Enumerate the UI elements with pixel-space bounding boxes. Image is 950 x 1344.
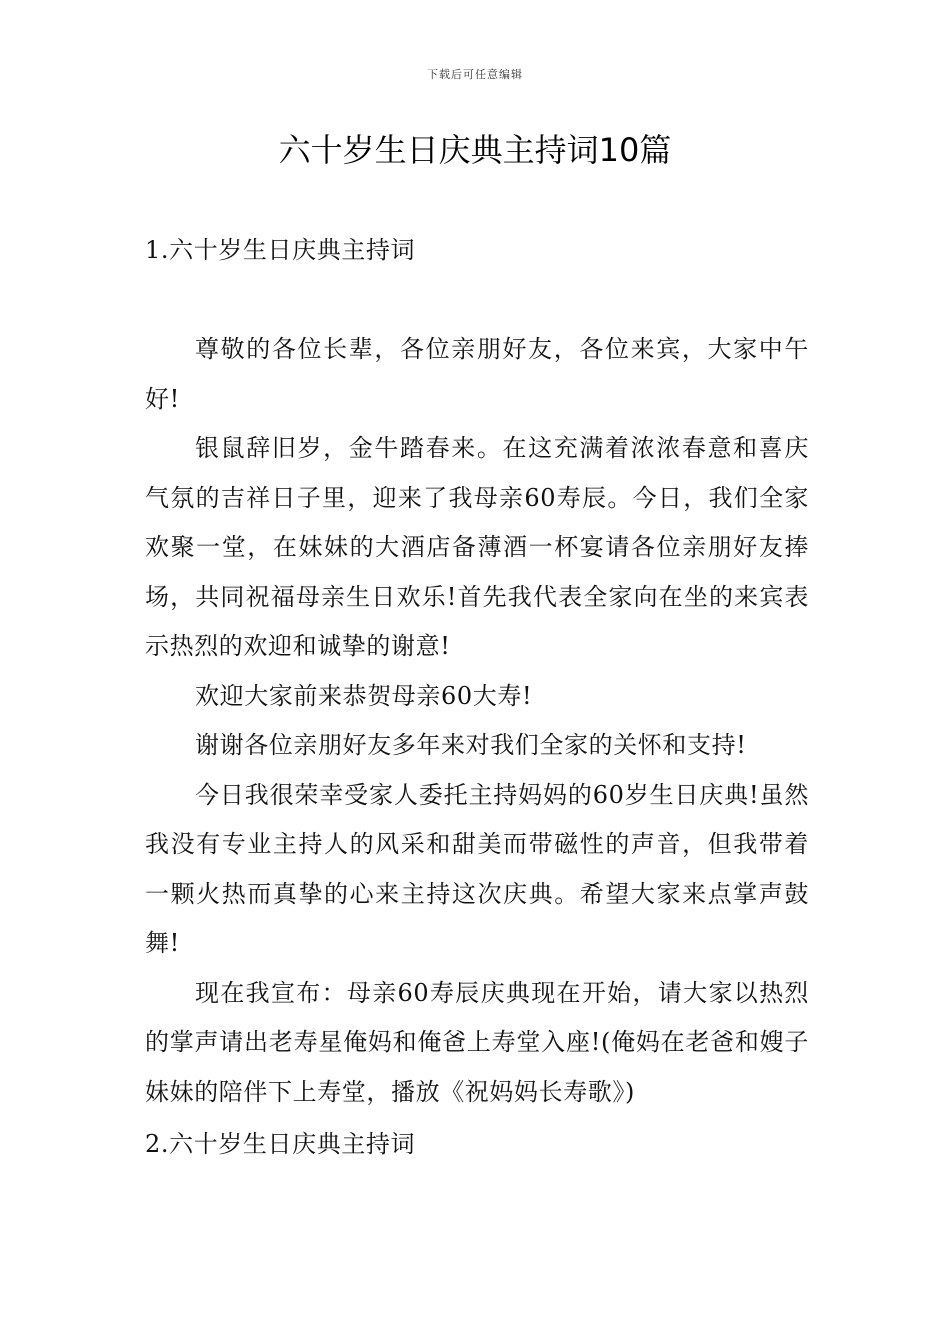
section-spacer [145,276,809,326]
paragraph-welcome: 欢迎大家前来恭贺母亲60大寿! [195,681,533,710]
section-2 [145,1120,809,1170]
section-heading: 2.六十岁生日庆典主持词 [145,1130,416,1158]
paragraph-opening: 银鼠辞旧岁，金牛踏春来。在这充满着浓浓春意和喜庆气氛的吉祥日子里，迎来了我母亲60寿辰。今日，我们全家欢聚一堂，在妹妹的大酒店备薄酒一杯宴请各位亲朋好友捧场，共同祝福母亲生日欢乐!首先我代表全家向在坐的来宾表示热烈的欢迎和诚挚的谢意! [145,434,809,660]
paragraph-announcement: 现在我宣布：母亲60寿辰庆典现在开始，请大家以热烈的掌声请出老寿星俺妈和俺爸上寿堂入座!(俺妈在老爸和嫂子妹妹的陪伴下上寿堂，播放《祝妈妈长寿歌》) [145,978,809,1106]
section-heading: 1.六十岁生日庆典主持词 [145,236,416,264]
document-title: 六十岁生日庆典主持词10篇 [278,131,672,169]
paragraph-host-intro: 今日我很荣幸受家人委托主持妈妈的60岁生日庆典!虽然我没有专业主持人的风采和甜美而带磁性的声音，但我带着一颗火热而真挚的心来主持这次庆典。希望大家来点掌声鼓舞! [145,780,809,957]
section-1 [145,226,809,1117]
paragraph-thanks: 谢谢各位亲朋好友多年来对我们全家的关怀和支持! [195,731,747,759]
paragraph-greeting: 尊敬的各位长辈，各位亲朋好友，各位来宾，大家中午好! [145,335,809,413]
header-note: 下载后可任意编辑 [427,68,523,81]
